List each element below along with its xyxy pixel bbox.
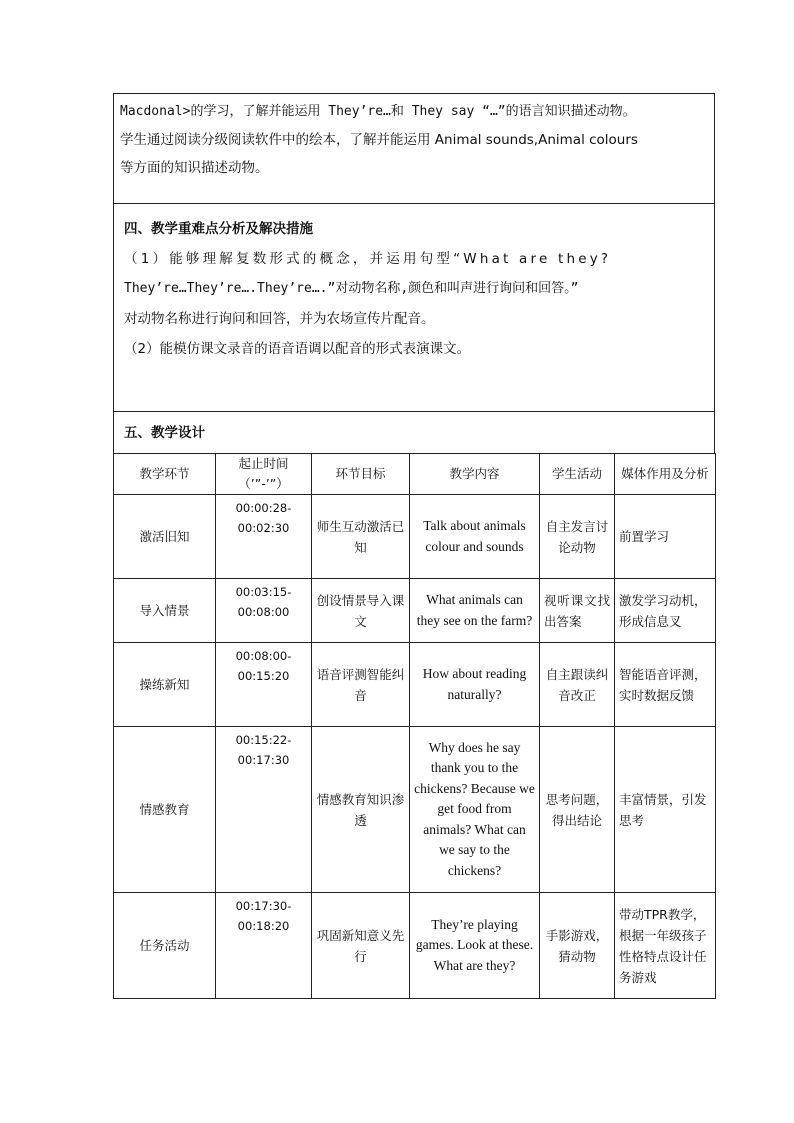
cell-goal: 情感教育知识渗透 [312,727,410,893]
cell-goal: 语音评测智能纠音 [312,643,410,727]
cell-goal: 创设情景导入课文 [312,579,410,643]
cell-media: 前置学习 [615,495,716,579]
table-row [114,893,716,999]
cell-stage: 激活旧知 [114,495,216,579]
cell-time: 00:03:15-00:08:00 [216,579,312,643]
cell-content: Why does he say thank you to the chickens? Because we get food from animals? What can we say to the chickens? [410,727,540,893]
objectives-continuation [113,93,715,203]
key-difficulties-section [113,203,715,411]
header-goal: 环节目标 [312,454,410,495]
header-content: 教学内容 [410,454,540,495]
cell-time: 00:00:28-00:02:30 [216,495,312,579]
cell-content: What animals can they see on the farm? [410,579,540,643]
cell-content: They’re playing games. Look at these. What are they? [410,893,540,999]
header-media: 媒体作用及分析 [615,454,716,495]
cell-time: 00:17:30-00:18:20 [216,893,312,999]
table-row [114,579,716,643]
table-row [114,727,716,893]
header-activity: 学生活动 [540,454,615,495]
section-heading: 四、教学重难点分析及解决措施 [124,221,313,237]
table-row [114,643,716,727]
section-heading: 五、教学设计 [124,425,205,441]
cell-activity: 思考问题，得出结论 [540,727,615,893]
header-time: 起止时间（’”-’”） [216,454,312,495]
cell-content: How about reading naturally? [410,643,540,727]
text-line: They’re…They’re….They’re….”对动物名称,颜色和叫声进行询问和回答。” [124,281,579,296]
cell-stage: 任务活动 [114,893,216,999]
cell-activity: 手影游戏，猜动物 [540,893,615,999]
cell-goal: 师生互动激活已知 [312,495,410,579]
cell-stage: 操练新知 [114,643,216,727]
cell-stage: 情感教育 [114,727,216,893]
text-line: 对动物名称进行询问和回答，并为农场宣传片配音。 [124,311,435,327]
cell-goal: 巩固新知意义先行 [312,893,410,999]
cell-media: 带动TPR教学，根据一年级孩子性格特点设计任务游戏 [615,893,716,999]
text-line: 等方面的知识描述动物。 [120,160,269,176]
document-page [113,93,715,999]
cell-activity: 自主跟读纠音改正 [540,643,615,727]
cell-activity: 自主发言讨论动物 [540,495,615,579]
cell-time: 00:08:00-00:15:20 [216,643,312,727]
cell-media: 激发学习动机，形成信息叉 [615,579,716,643]
text-line: Macdonal>的学习，了解并能运用 They’re…和 They say “…”的语言知识描述动物。 [120,104,636,119]
cell-media: 丰富情景，引发思考 [615,727,716,893]
cell-activity: 视听课文找出答案 [540,579,615,643]
cell-stage: 导入情景 [114,579,216,643]
teaching-design-table [113,453,716,999]
text-line: （1）能够理解复数形式的概念，并运用句型“What are they? [124,251,612,267]
cell-media: 智能语音评测，实时数据反馈 [615,643,716,727]
cell-content: Talk about animals colour and sounds [410,495,540,579]
text-line: 学生通过阅读分级阅读软件中的绘本，了解并能运用 Animal sounds,Animal colours [120,132,638,148]
cell-time: 00:15:22-00:17:30 [216,727,312,893]
table-row [114,495,716,579]
table-header-row [114,454,716,495]
text-line: （2）能模仿课文录音的语音语调以配音的形式表演课文。 [124,341,471,357]
header-stage: 教学环节 [114,454,216,495]
teaching-design-heading-row [113,411,715,453]
